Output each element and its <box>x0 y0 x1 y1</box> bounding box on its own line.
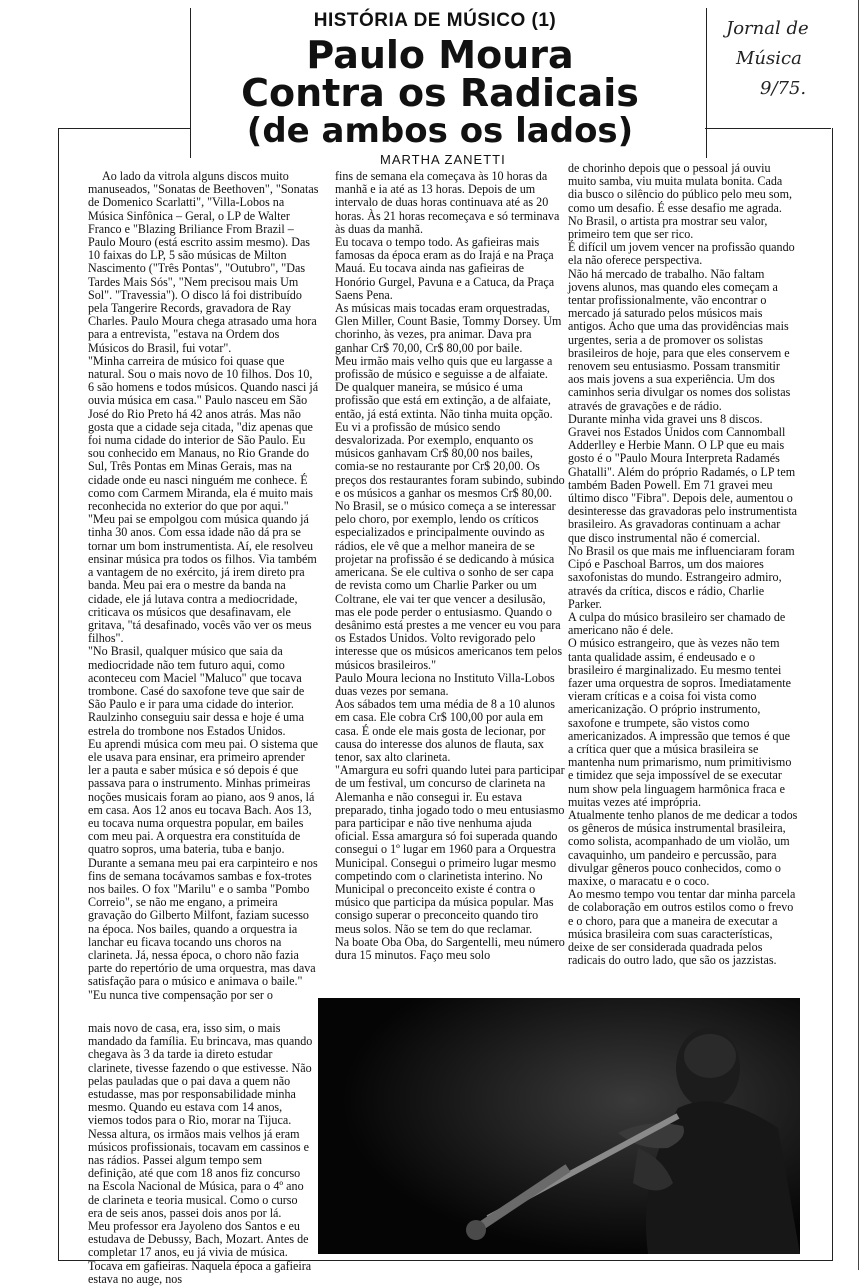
handwritten-note-line-2: Música <box>736 48 802 69</box>
col2-paragraph: Aos sábados tem uma média de 8 a 10 alunos em casa. Ele cobra Cr$ 100,00 por aula em casa. É onde ele mais gosta de lecionar, por causa do interesse dos alunos de flauta, sax tenor, sax alto clarineta. <box>335 697 555 764</box>
col2-paragraph: As músicas mais tocadas eram orquestradas, Glen Miller, Count Basie, Tommy Dorsey. Um chorinho, às vezes, pra animar. Dava pra ganhar Cr$ 70,00, Cr$ 80,00 por baile. <box>335 301 562 355</box>
column-2 <box>335 170 565 962</box>
col2-paragraph: Na boate Oba Oba, do Sargentelli, meu número dura 15 minutos. Faço meu solo <box>335 934 565 962</box>
saxophonist-image <box>318 998 800 1254</box>
column-1-continued <box>88 1022 313 1286</box>
col1-paragraph: Ao lado da vitrola alguns discos muito manuseados, "Sonatas de Beethoven", "Sonatas de Domenico Scarlatti", "Villa-Lobos na Música Sinfônica – Geral, o LP de Walter Franco e "Blazing Briliance From Brazil – Paulo Mouro (está escrito assim mesmo). Das 10 faixas do LP, 5 são músicas de Milton Nascimento ("Três Pontas", "Outubro", "Das Tardes Mais Sós", "Nem precisou mais Um Sol". "Travessia"). O disco lá foi distribuído pela Tangerire Records, gravadora de Ray Charles. Paulo Moura chega atrasado uma hora para a entrevista, "estava na Ordem dos Músicos do Brasil, fui votar". <box>88 169 319 355</box>
col3-paragraph: No Brasil os que mais me influenciaram foram Cipó e Paschoal Barros, um dos maiores saxofonistas do mundo. Estrangeiro admiro, através da crítica, discos e rádio, Charlie Parker. <box>568 543 795 611</box>
headline-line-2: Contra os Radicais <box>241 71 639 115</box>
col2-paragraph: Eu tocava o tempo todo. As gafieiras mais famosas da época eram as do Irajá e na Praça Mauá. Eu tocava ainda nas gafieiras de Honório Gurgel, Pavuna e a Catuca, da Praça Saens Pena. <box>335 235 555 302</box>
handwritten-note-line-1: Jornal de <box>726 18 809 39</box>
col3-paragraph: Atualmente tenho planos de me dedicar a todos os gêneros de música instrumental brasileira, como solista, acompanhado de um violão, um cavaquinho, um pandeiro e percussão, para divulgar gêneros pouco conhecidos, como o maxixe, o maracatu e o coco. <box>568 807 798 888</box>
col1-paragraph: "Eu nunca tive compensação por ser o <box>88 987 273 1002</box>
series-title: HISTÓRIA DE MÚSICO (1) <box>313 10 557 31</box>
col2-paragraph: No Brasil, se o músico começa a se interessar pelo choro, por exemplo, lendo os críticos especializados e principalmente ouvindo as rádios, ele vê que a melhor maneira de se projetar na profissão é se dedicando à música americana. Se ele cultiva o sonho de ser capa de revista como um Charlie Parker ou um Coltrane, ele vai ter que vencer a desilusão, mas ele pode perder o entusiasmo. Quando o desânimo está prestes a me vencer eu vou para os Estados Unidos. Volto revigorado pelo interesse que os músicos americanos tem pelos músicos brasileiros." <box>335 499 563 672</box>
column-3 <box>568 162 798 967</box>
col2-paragraph: Meu irmão mais velho quis que eu largasse a profissão de músico e seguisse a de alfaiate. De qualquer maneira, se músico é uma profissão que está em extinção, a de alfaiate, então, já está extinta. Não tinha muita opção. <box>335 353 553 421</box>
page-edge-line <box>858 0 859 1270</box>
column-1 <box>88 170 320 1002</box>
col3-paragraph: A culpa do músico brasileiro ser chamado de americano não é dele. <box>568 609 786 638</box>
author-byline: MARTHA ZANETTI <box>380 152 506 167</box>
handwritten-note-date: 9/75. <box>760 78 807 99</box>
col3-paragraph: Não há mercado de trabalho. Não faltam jovens alunos, mas quando eles começam a tentar profissionalmente, vão encontrar o mercado já saturado pelos músicos mais antigos. Acho que uma das providências mais urgentes, seria a de promover os solistas brasileiros de hoje, para que eles conservem e renovem seu entusiasmo. Possam transmitir aos mais jovens a sua experiência. Um dos caminhos seria divulgar os nomes dos solistas através de gravações e de rádio. <box>568 266 791 413</box>
col2-paragraph: "Amargura eu sofri quando lutei para participar de um festival, um concurso de clarineta na Alemanha e não consegui ir. Eu estava preparado, tinha jogado todo o meu entusiasmo para participar e não tive nenhuma ajuda oficial. Essa amargura só foi superada quando consegui o 1º lugar em 1960 para a Orquestra Municipal. Consegui o primeiro lugar mesmo competindo com o clarinetista interino. No Municipal o preconceito existe é contra o músico que participa da música popular. Mas consigo superar o preconceito quando tiro meus solos. Não se tem do que reclamar. <box>335 763 565 936</box>
col2-paragraph: Paulo Moura leciona no Instituto Villa-Lobos duas vezes por semana. <box>335 670 555 698</box>
col1-paragraph: Eu aprendi música com meu pai. O sistema que ele usava para ensinar, era primeiro aprender ler a pauta e saber música e só depois é que passava para o instrumento. Minhas primeiras noções musicais foram ao piano, aos 9 anos, lá em casa. Aos 12 anos eu tocava Bach. Aos 13, eu tocava numa orquestra popular, em bailes com meu pai. A orquestra era constituída de quatro sopros, uma bateria, tuba e banjo. Durante a semana meu pai era carpinteiro e nos fins de semana tocávamos sambas e fox-trotes nos bailes. O fox "Marilu" e o samba "Pombo Correio", se não me engano, a primeira gravação do Gilberto Milfont, faziam sucesso na época. Nos bailes, quando a orquestra ia lanchar eu ficava tocando uns choros na clarineta. Já, nessa época, o choro não fazia parte do repertório de uma orquestra, mas dava satisfação para o músico e animava o baile." <box>88 736 319 989</box>
headline-line-1: Paulo Moura <box>306 33 574 77</box>
col1-paragraph: "No Brasil, qualquer músico que saia da mediocridade não tem futuro aqui, como aconteceu com Maciel "Maluco" que tocava trombone. Casé do saxofone teve que sair de São Paulo e ir para uma cidade do interior. Raulzinho conseguiu sair dessa e hoje é uma estrela do trombone nos Estados Unidos. <box>88 644 305 738</box>
col3-paragraph: É difícil um jovem vencer na profissão quando ela não oferece perspectiva. <box>568 240 795 268</box>
col2-paragraph: fins de semana ela começava às 10 horas da manhã e ia até as 13 horas. Depois de um intervalo de duas horas continuava até as 20 horas. Às 21 horas recomeçava e só terminava às duas da manhã. <box>335 169 560 236</box>
col1b-paragraph: mais novo de casa, era, isso sim, o mais mandado da família. Eu brincava, mas quando chegava às 3 da tarde ia direto estudar clarinete, tivesse fazendo o que estivesse. Não pelas pauladas que o pai dava a quem não estudasse, mas por responsabilidade minha mesmo. Quando eu estava com 14 anos, viemos todos para o Rio, morar na Tijuca. Nessa altura, os irmãos mais velhos já eram músicos profissionais, tocavam em cassinos e nas rádios. Passei algum tempo sem definição, até que com 18 anos fiz concurso na Escola Nacional de Música, para o 4º ano de clarineta e teoria musical. Como o curso era de seis anos, passei dois anos por lá. <box>88 1021 313 1220</box>
col3-paragraph: de chorinho depois que o pessoal já ouviu muito samba, viu muita mulata bonita. Cada dia busco o silêncio do público pelo meu som, como um desafio. É esse desafio me agrada. <box>568 161 793 215</box>
col1-paragraph: "Minha carreira de músico foi quase que natural. Sou o mais novo de 10 filhos. Dos 10, 6 são homens e todos músicos. Quando nasci já ouvia música em casa." Paulo nasceu em São José do Rio Preto há 42 anos atrás. Mas não gosta que a cidade seja citada, "diz apenas que foi numa cidade do interior de São Paulo. Eu sou conhecido em Manaus, no Rio Grande do Sul, Três Pontas em Minas Gerais, mas na cidade onde eu nasci ninguém me conhece. É como com Carmem Miranda, ela é muito mais reconhecida no exterior do que por aqui." <box>88 353 319 514</box>
handwritten-note <box>726 14 846 104</box>
headline-line-3: (de ambos os lados) <box>246 111 634 151</box>
col2-paragraph: Eu vi a profissão de músico sendo desvalorizada. Por exemplo, enquanto os músicos ganhavam Cr$ 80,00 nos bailes, comia-se no restaurante por Cr$ 20,00. Os preços dos restaurantes foram subindo, subindo e os músicos a ganhar os mesmos Cr$ 80,00. <box>335 419 565 500</box>
col3-paragraph: Durante minha vida gravei uns 8 discos. Gravei nos Estados Unidos com Cannomball Adderlley e Herbie Mann. O LP que eu mais gosto é o "Paulo Moura Interpreta Radamés Ghatalli". Além do próprio Radamés, o LP tem também Baden Powell. Em 71 gravei meu último disco "Fibra". Depois dele, aumentou o desinteresse das gravadoras pelo instrumentista brasileiro. As gravadoras continuam a achar que disco instrumental não é comercial. <box>568 411 798 545</box>
musician-photo <box>318 998 800 1254</box>
col3-paragraph: O músico estrangeiro, que às vezes não tem tanta qualidade assim, é endeusado e o brasileiro é marginalizado. Eu mesmo tentei fazer uma orquestra de sopros. Imediatamente vieram críticas e a coisa foi vista como americanização. O próprio instrumento, saxofone e trumpete, são vistos como americanizados. A impressão que temos é que a crítica quer que a música brasileira se mantenha num primarismo, num primitivismo e timidez que seja impossível de se executar num show pela linguagem harmônica fraca e muitas vezes até imprópria. <box>568 636 792 809</box>
headline <box>200 33 680 151</box>
col1b-paragraph: Meu professor era Jayoleno dos Santos e eu estudava de Debussy, Bach, Mozart. Antes de completar 17 anos, eu já vivia de música. Tocava em gafieiras. Naquela época a gafieira estava no auge, nos <box>88 1219 312 1286</box>
col3-paragraph: Ao mesmo tempo vou tentar dar minha parcela de colaboração em outros estilos como o frevo e o choro, para que a maneira de executar a música brasileira com suas características, deixe de ser considerada quadrada pelos radicais do outro lado, que são os jazzistas. <box>568 887 796 968</box>
col3-paragraph: No Brasil, o artista pra mostrar seu valor, primeiro tem que ser rico. <box>568 213 768 242</box>
col1-paragraph: "Meu pai se empolgou com música quando já tinha 30 anos. Com essa idade não dá pra se tornar um bom instrumentista. Aí, ele resolveu ensinar música pra todos os filhos. Via também a vantagem de no exército, já irem direto pra banda. Meu pai era o mestre da banda na cidade, ele já lutava contra a mediocridade, criticava os músicos que desafinavam, ele gritava, "tá desafinado, vocês vão ver os meus filhos". <box>88 512 317 646</box>
